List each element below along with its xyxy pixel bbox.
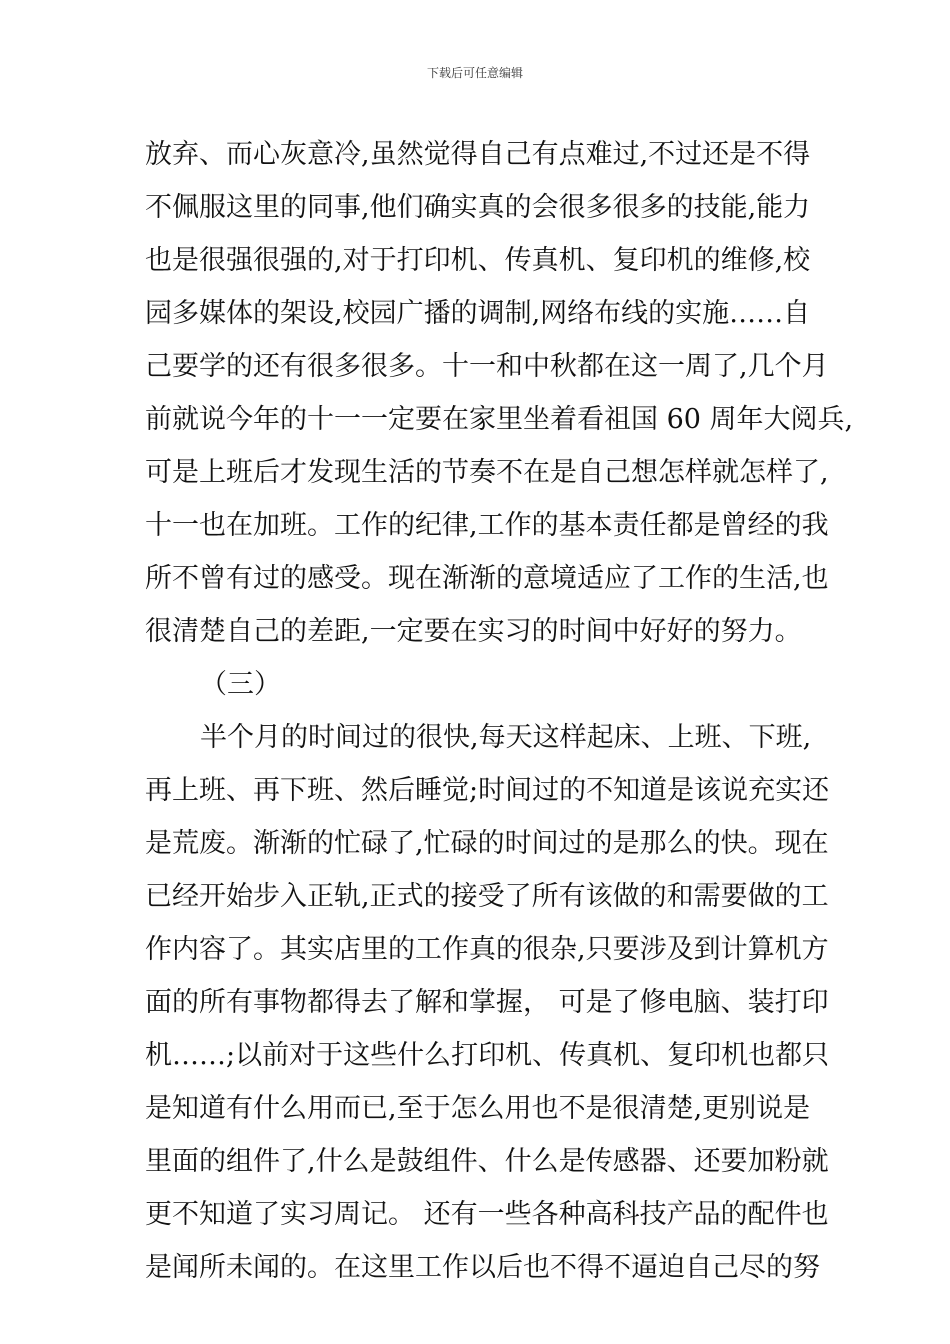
text-line: 放弃、而心灰意冷,虽然觉得自己有点难过,不过还是不得 xyxy=(145,139,811,170)
text-line: 十一也在加班。工作的纪律,工作的基本责任都是曾经的我 xyxy=(145,510,829,541)
page-header: 下载后可任意编辑 xyxy=(426,66,523,80)
paragraph-first-line: 半个月的时间过的很快,每天这样起床、上班、下班, xyxy=(200,722,812,753)
text-line: 作内容了。其实店里的工作真的很杂,只要涉及到计算机方 xyxy=(145,934,829,965)
text-line: 园多媒体的架设,校园广播的调制,网络布线的实施……自 xyxy=(145,298,811,329)
text-line: 面的所有事物都得去了解和掌握， 可是了修电脑、装打印 xyxy=(145,987,829,1018)
text-line: 不佩服这里的同事,他们确实真的会很多很多的技能,能力 xyxy=(145,192,811,223)
text-line: 已经开始步入正轨,正式的接受了所有该做的和需要做的工 xyxy=(145,881,829,912)
text-line: 机……;以前对于这些什么打印机、传真机、复印机也都只 xyxy=(145,1040,830,1071)
section-heading: （三） xyxy=(200,669,281,700)
text-line: 是荒废。渐渐的忙碌了,忙碌的时间过的是那么的快。现在 xyxy=(145,828,829,859)
body-text xyxy=(145,128,854,1294)
text-line: 是闻所未闻的。在这里工作以后也不得不逼迫自己尽的努 xyxy=(145,1252,820,1283)
text-line: 也是很强很强的,对于打印机、传真机、复印机的维修,校 xyxy=(145,245,811,276)
text-line: 己要学的还有很多很多。十一和中秋都在这一周了,几个月 xyxy=(145,351,829,382)
text-line: 前就说今年的十一一定要在家里坐着看祖国 60 周年大阅兵, xyxy=(145,404,854,435)
text-line: 可是上班后才发现生活的节奏不在是自己想怎样就怎样了, xyxy=(145,457,829,488)
text-line: 很清楚自己的差距,一定要在实习的时间中好好的努力。 xyxy=(145,616,802,647)
text-line: 再上班、再下班、然后睡觉;时间过的不知道是该说充实还 xyxy=(145,775,830,806)
text-line: 是知道有什么用而已,至于怎么用也不是很清楚,更别说是 xyxy=(145,1093,811,1124)
text-line: 所不曾有过的感受。现在渐渐的意境适应了工作的生活,也 xyxy=(145,563,829,594)
text-line: 里面的组件了,什么是鼓组件、什么是传感器、还要加粉就 xyxy=(145,1146,829,1177)
text-line: 更不知道了实习周记。 还有一些各种高科技产品的配件也 xyxy=(145,1199,829,1230)
